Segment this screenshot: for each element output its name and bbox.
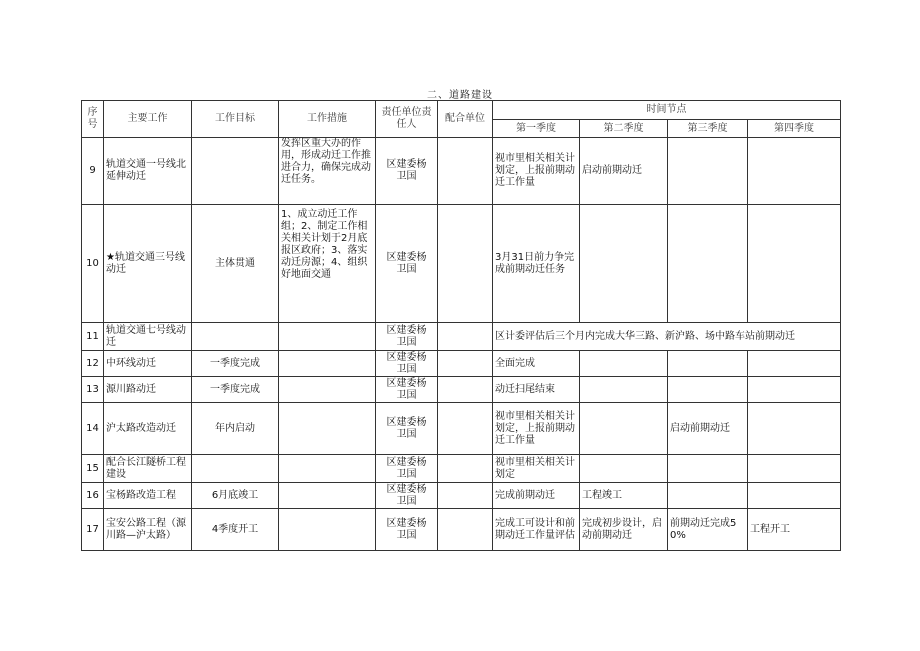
cell-goal: 6月底竣工 — [192, 483, 279, 509]
cell-q2 — [580, 403, 668, 455]
cell-q1-span: 区计委评估后三个月内完成大华三路、新沪路、场中路车站前期动迁 — [493, 323, 841, 351]
cell-responsible: 区建委杨卫国 — [376, 205, 438, 323]
cell-q2: 启动前期动迁 — [580, 138, 668, 205]
cell-q3 — [668, 455, 748, 483]
table-row — [82, 377, 841, 403]
cell-work: 轨道交通七号线动迁 — [104, 323, 192, 351]
cell-responsible: 区建委杨卫国 — [376, 377, 438, 403]
cell-measures — [279, 483, 376, 509]
cell-q1: 视市里相关相关计划定 — [493, 455, 580, 483]
cell-seq: 17 — [82, 509, 104, 551]
table-row — [82, 483, 841, 509]
table-row — [82, 205, 841, 323]
cell-q4 — [748, 455, 841, 483]
header-q2: 第二季度 — [580, 120, 668, 138]
cell-q3: 启动前期动迁 — [668, 403, 748, 455]
header-goal: 工作目标 — [192, 101, 279, 138]
cell-seq: 10 — [82, 205, 104, 323]
cell-measures — [279, 351, 376, 377]
cell-q3 — [668, 138, 748, 205]
cell-cooperate — [438, 205, 493, 323]
cell-work: 配合长江隧桥工程建设 — [104, 455, 192, 483]
cell-responsible: 区建委杨卫国 — [376, 403, 438, 455]
table-row — [82, 455, 841, 483]
cell-q2 — [580, 205, 668, 323]
cell-q3 — [668, 351, 748, 377]
cell-q4 — [748, 351, 841, 377]
cell-goal — [192, 138, 279, 205]
cell-work: ★轨道交通三号线动迁 — [104, 205, 192, 323]
cell-work: 中环线动迁 — [104, 351, 192, 377]
cell-cooperate — [438, 138, 493, 205]
cell-goal: 主体贯通 — [192, 205, 279, 323]
table-row — [82, 323, 841, 351]
cell-seq: 15 — [82, 455, 104, 483]
cell-measures — [279, 403, 376, 455]
cell-work: 轨道交通一号线北延伸动迁 — [104, 138, 192, 205]
cell-goal: 一季度完成 — [192, 351, 279, 377]
table-row — [82, 351, 841, 377]
cell-cooperate — [438, 377, 493, 403]
cell-seq: 12 — [82, 351, 104, 377]
header-cooperate: 配合单位 — [438, 101, 493, 138]
cell-cooperate — [438, 455, 493, 483]
table-row — [82, 509, 841, 551]
cell-q4 — [748, 483, 841, 509]
cell-measures — [279, 323, 376, 351]
cell-q4 — [748, 377, 841, 403]
cell-goal: 年内启动 — [192, 403, 279, 455]
header-q3: 第三季度 — [668, 120, 748, 138]
cell-goal — [192, 455, 279, 483]
cell-cooperate — [438, 483, 493, 509]
cell-cooperate — [438, 403, 493, 455]
header-q4: 第四季度 — [748, 120, 841, 138]
cell-responsible: 区建委杨卫国 — [376, 323, 438, 351]
cell-seq: 13 — [82, 377, 104, 403]
cell-responsible: 区建委杨卫国 — [376, 138, 438, 205]
cell-q2: 工程竣工 — [580, 483, 668, 509]
cell-measures: 1、成立动迁工作组；2、制定工作相关相关计划于2月底报区政府；3、落实动迁房源；4、组织好地面交通 — [279, 205, 376, 323]
cell-measures — [279, 377, 376, 403]
header-measures: 工作措施 — [279, 101, 376, 138]
cell-work: 源川路动迁 — [104, 377, 192, 403]
cell-cooperate — [438, 351, 493, 377]
cell-q4: 工程开工 — [748, 509, 841, 551]
cell-responsible: 区建委杨卫国 — [376, 455, 438, 483]
header-time-nodes: 时间节点 — [493, 101, 841, 120]
cell-q1: 全面完成 — [493, 351, 580, 377]
cell-measures — [279, 455, 376, 483]
road-construction-table — [81, 100, 841, 551]
cell-cooperate — [438, 509, 493, 551]
cell-q2 — [580, 377, 668, 403]
cell-q3: 前期动迁完成50% — [668, 509, 748, 551]
cell-cooperate — [438, 323, 493, 351]
cell-seq: 14 — [82, 403, 104, 455]
cell-q1: 完成前期动迁 — [493, 483, 580, 509]
cell-q3 — [668, 483, 748, 509]
cell-goal: 4季度开工 — [192, 509, 279, 551]
cell-q4 — [748, 138, 841, 205]
cell-goal — [192, 323, 279, 351]
cell-q3 — [668, 377, 748, 403]
header-q1: 第一季度 — [493, 120, 580, 138]
cell-q1: 动迁扫尾结束 — [493, 377, 580, 403]
cell-responsible: 区建委杨卫国 — [376, 509, 438, 551]
cell-seq: 11 — [82, 323, 104, 351]
cell-responsible: 区建委杨卫国 — [376, 351, 438, 377]
header-main-work: 主要工作 — [104, 101, 192, 138]
cell-q2: 完成初步设计，启动前期动迁 — [580, 509, 668, 551]
cell-q4 — [748, 403, 841, 455]
cell-q1: 视市里相关相关计划定，上报前期动迁工作量 — [493, 138, 580, 205]
cell-work: 沪太路改造动迁 — [104, 403, 192, 455]
cell-q2 — [580, 351, 668, 377]
cell-seq: 9 — [82, 138, 104, 205]
cell-q1: 视市里相关相关计划定，上报前期动迁工作量 — [493, 403, 580, 455]
cell-responsible: 区建委杨卫国 — [376, 483, 438, 509]
cell-work: 宝安公路工程（源川路—沪太路） — [104, 509, 192, 551]
cell-q4 — [748, 205, 841, 323]
table-row — [82, 403, 841, 455]
cell-q1: 完成工可设计和前期动迁工作量评估 — [493, 509, 580, 551]
cell-q2 — [580, 455, 668, 483]
cell-measures: 发挥区重大办的作用，形成动迁工作推进合力，确保完成动迁任务。 — [279, 138, 376, 205]
table-row — [82, 138, 841, 205]
cell-seq: 16 — [82, 483, 104, 509]
cell-work: 宝杨路改造工程 — [104, 483, 192, 509]
cell-measures — [279, 509, 376, 551]
cell-q1: 3月31日前力争完成前期动迁任务 — [493, 205, 580, 323]
header-seq: 序号 — [82, 101, 104, 138]
cell-goal: 一季度完成 — [192, 377, 279, 403]
cell-q3 — [668, 205, 748, 323]
header-responsible: 责任单位责任人 — [376, 101, 438, 138]
header-row-top — [82, 101, 841, 120]
section-title: 二、道路建设 — [427, 90, 493, 101]
